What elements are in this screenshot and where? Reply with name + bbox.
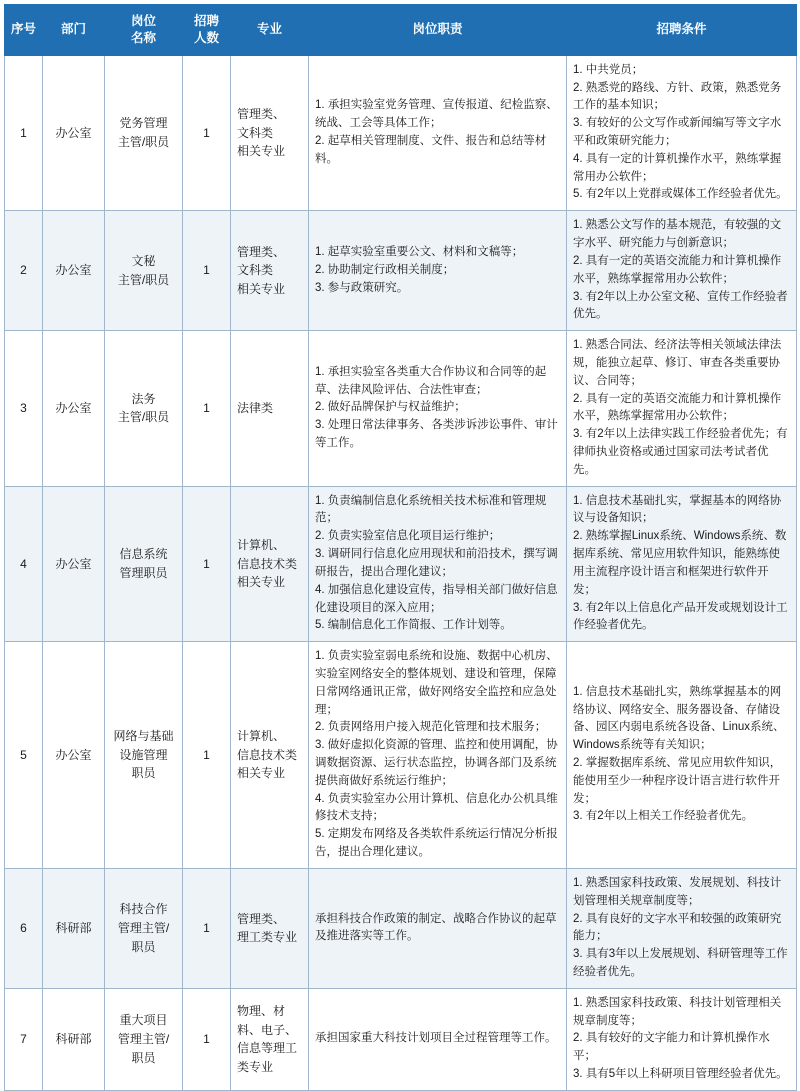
cell-major: 计算机、 信息技术类 相关专业 [231,642,309,869]
cell-major: 法律类 [231,331,309,487]
table-row [5,331,797,487]
column-header-condition-label: 招聘条件 [656,22,707,37]
column-header-major [231,5,309,56]
cell-duty: 1. 承担实验室党务管理、宣传报道、纪检监察、统战、工会等具体工作； 2. 起草相关管理制度、文件、报告和总结等材料。 [309,55,567,211]
table-row [5,486,797,642]
cell-index: 6 [5,868,43,988]
cell-count: 1 [183,642,231,869]
cell-department: 办公室 [43,486,105,642]
column-header-count [183,5,231,56]
cell-major: 管理类、 理工类专业 [231,868,309,988]
cell-count: 1 [183,211,231,331]
cell-index: 3 [5,331,43,487]
cell-count: 1 [183,486,231,642]
table-body [5,55,797,1090]
cell-duty: 1. 承担实验室各类重大合作协议和合同等的起草、法律风险评估、合法性审查； 2. 做好品牌保护与权益维护； 3. 处理日常法律事务、各类涉诉涉讼事件、审计等工作。 [309,331,567,487]
recruitment-table [4,4,797,1091]
cell-index: 2 [5,211,43,331]
cell-duty: 承担科技合作政策的制定、战略合作协议的起草及推进落实等工作。 [309,868,567,988]
cell-department: 办公室 [43,331,105,487]
column-header-major-label: 专业 [256,22,282,37]
table-row [5,868,797,988]
cell-count: 1 [183,868,231,988]
cell-duty: 承担国家重大科技计划项目全过程管理等工作。 [309,988,567,1090]
cell-post: 信息系统 管理职员 [105,486,183,642]
cell-duty: 1. 负责实验室弱电系统和设施、数据中心机房、实验室网络安全的整体规划、建设和管理，保障日常网络通讯正常，做好网络安全监控和应急处理； 2. 负责网络用户接入规范化管理和技术服务； 3. 做好虚拟化资源的管理、监控和使用调配，协调数据资源、运行状态监控，协调各部门及系统提供商做好系统运行维护； 4. 负责实验室办公用计算机、信息化办公机具维修技术支持； 5. 定期发布网络及各类软件系统运行情况分析报告，提出合理化建议。 [309,642,567,869]
cell-post: 重大项目 管理主管/ 职员 [105,988,183,1090]
column-header-duty-label: 岗位职责 [412,22,463,37]
cell-condition: 1. 熟悉合同法、经济法等相关领域法律法规，能独立起草、修订、审查各类重要协议、合同等； 2. 具有一定的英语交流能力和计算机操作水平，熟练掌握常用办公软件； 3. 有2年以上法律实践工作经验者优先；有律师执业资格或通过国家司法考试者优先。 [567,331,797,487]
column-header-department-label: 部门 [60,22,86,37]
cell-condition: 1. 熟悉公文写作的基本规范，有较强的文字水平、研究能力与创新意识； 2. 具有一定的英语交流能力和计算机操作水平，熟练掌握常用办公软件； 3. 有2年以上办公室文秘、宣传工作经验者优先。 [567,211,797,331]
column-header-count-label: 招聘 人数 [193,14,219,45]
column-header-post-label: 岗位 名称 [130,14,156,45]
cell-major: 管理类、 文科类 相关专业 [231,55,309,211]
column-header-duty [309,5,567,56]
cell-post: 法务 主管/职员 [105,331,183,487]
table-row [5,55,797,211]
table-row [5,642,797,869]
cell-index: 1 [5,55,43,211]
cell-post: 网络与基础 设施管理 职员 [105,642,183,869]
column-header-index-label: 序号 [10,22,36,37]
table-row [5,211,797,331]
cell-major: 计算机、 信息技术类 相关专业 [231,486,309,642]
column-header-department [43,5,105,56]
table-row [5,988,797,1090]
cell-index: 4 [5,486,43,642]
cell-count: 1 [183,988,231,1090]
cell-condition: 1. 熟悉国家科技政策、科技计划管理相关规章制度等； 2. 具有较好的文字能力和计算机操作水平； 3. 具有5年以上科研项目管理经验者优先。 [567,988,797,1090]
cell-post: 科技合作 管理主管/ 职员 [105,868,183,988]
cell-condition: 1. 信息技术基础扎实，掌握基本的网络协议与设备知识； 2. 熟练掌握Linux系统、Windows系统、数据库系统、常见应用软件知识，能熟练使用主流程序设计语言和框架进行软件开发； 3. 有2年以上信息化产品开发或规划设计工作经验者优先。 [567,486,797,642]
cell-department: 科研部 [43,988,105,1090]
cell-department: 办公室 [43,211,105,331]
cell-condition: 1. 熟悉国家科技政策、发展规划、科技计划管理相关规章制度等； 2. 具有良好的文字水平和较强的政策研究能力； 3. 具有3年以上发展规划、科研管理等工作经验者优先。 [567,868,797,988]
header-row [5,5,797,56]
cell-major: 物理、材料、电子、信息等理工类专业 [231,988,309,1090]
cell-department: 办公室 [43,55,105,211]
column-header-index [5,5,43,56]
cell-index: 5 [5,642,43,869]
cell-index: 7 [5,988,43,1090]
cell-department: 办公室 [43,642,105,869]
cell-duty: 1. 起草实验室重要公文、材料和文稿等； 2. 协助制定行政相关制度； 3. 参与政策研究。 [309,211,567,331]
cell-count: 1 [183,331,231,487]
column-header-post [105,5,183,56]
table-header [5,5,797,56]
cell-post: 文秘 主管/职员 [105,211,183,331]
cell-condition: 1. 信息技术基础扎实，熟练掌握基本的网络协议、网络安全、服务器设备、存储设备、园区内弱电系统各设备、Linux系统、Windows系统等有关知识； 2. 掌握数据库系统、常见应用软件知识，能使用至少一种程序设计语言进行软件开发； 3. 有2年以上相关工作经验者优先。 [567,642,797,869]
cell-condition: 1. 中共党员； 2. 熟悉党的路线、方针、政策，熟悉党务工作的基本知识； 3. 有较好的公文写作或新闻编写等文字水平和政策研究能力； 4. 具有一定的计算机操作水平，熟练掌握常用办公软件； 5. 有2年以上党群或媒体工作经验者优先。 [567,55,797,211]
column-header-condition [567,5,797,56]
cell-major: 管理类、 文科类 相关专业 [231,211,309,331]
cell-duty: 1. 负责编制信息化系统相关技术标准和管理规范； 2. 负责实验室信息化项目运行维护； 3. 调研同行信息化应用现状和前沿技术，撰写调研报告，提出合理化建议； 4. 加强信息化建设宣传，指导相关部门做好信息化建设项目的深入应用； 5. 编制信息化工作简报、工作计划等。 [309,486,567,642]
cell-department: 科研部 [43,868,105,988]
cell-post: 党务管理 主管/职员 [105,55,183,211]
cell-count: 1 [183,55,231,211]
